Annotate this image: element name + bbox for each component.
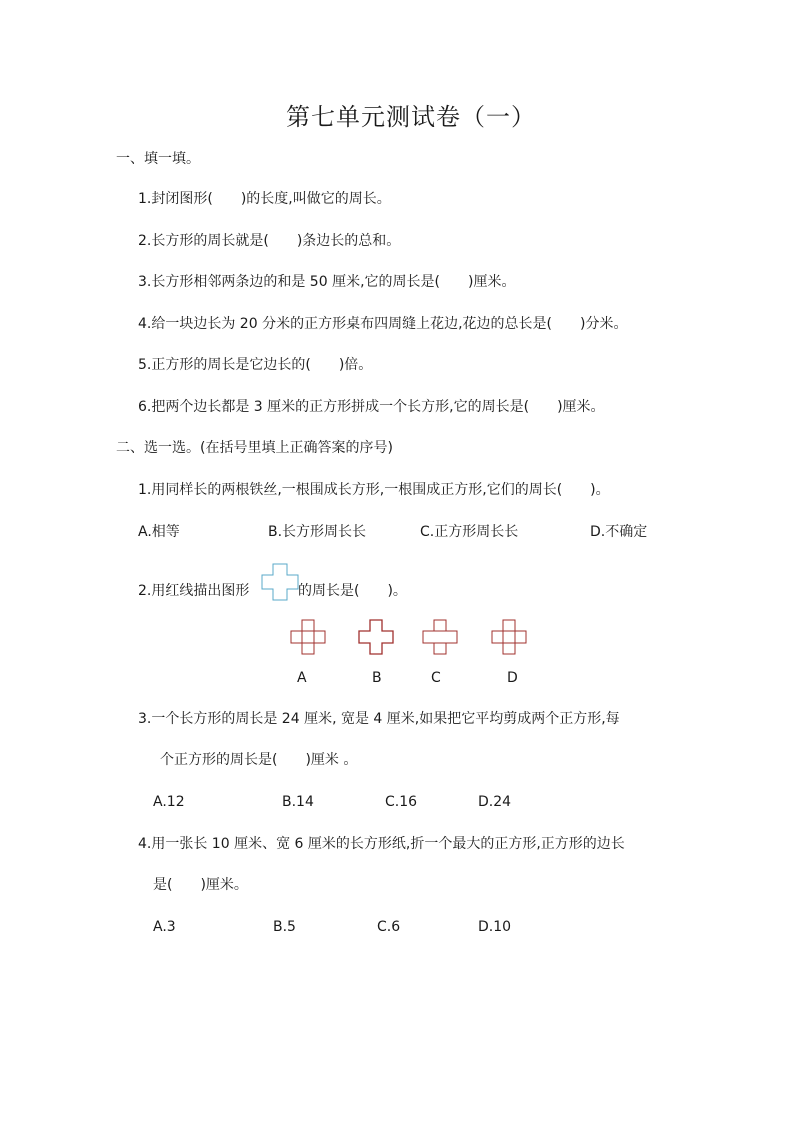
question-1-4: 4.给一块边长为 20 分米的正方形桌布四周缝上花边,花边的总长是( )分米。 <box>138 316 628 332</box>
question-2-4-option-c: C.6 <box>377 919 401 935</box>
option-c-figure <box>422 619 458 655</box>
question-1-3: 3.长方形相邻两条边的和是 50 厘米,它的周长是( )厘米。 <box>138 274 516 290</box>
option-d-label: D <box>507 670 518 686</box>
question-2-3-option-b: B.14 <box>282 794 314 810</box>
question-2-4-stem-line1: 4.用一张长 10 厘米、宽 6 厘米的长方形纸,折一个最大的正方形,正方形的边长 <box>138 836 625 852</box>
question-2-3-option-a: A.12 <box>153 794 185 810</box>
question-2-3-stem-line2: 个正方形的周长是( )厘米 。 <box>160 752 358 768</box>
option-a-figure <box>290 619 326 655</box>
question-2-2-stem-before: 2.用红线描出图形 <box>138 583 250 599</box>
question-2-1-option-c: C.正方形周长长 <box>420 524 519 540</box>
option-d-figure <box>491 619 527 655</box>
section-1-heading: 一、填一填。 <box>116 151 200 167</box>
question-1-5: 5.正方形的周长是它边长的( )倍。 <box>138 357 373 373</box>
option-b-figure <box>358 619 394 655</box>
question-2-3-option-c: C.16 <box>385 794 418 810</box>
question-1-1: 1.封闭图形( )的长度,叫做它的周长。 <box>138 191 391 207</box>
question-2-1-option-d: D.不确定 <box>590 524 648 540</box>
option-b-label: B <box>372 670 382 686</box>
question-2-1-option-a: A.相等 <box>138 524 180 540</box>
question-2-4-option-a: A.3 <box>153 919 176 935</box>
question-2-4-option-d: D.10 <box>478 919 512 935</box>
question-2-3-option-d: D.24 <box>478 794 512 810</box>
page-title: 第七单元测试卷（一） <box>286 103 536 131</box>
question-2-1-option-b: B.长方形周长长 <box>268 524 367 540</box>
question-2-4-stem-line2: 是( )厘米。 <box>153 877 248 893</box>
question-1-6: 6.把两个边长都是 3 厘米的正方形拼成一个长方形,它的周长是( )厘米。 <box>138 399 605 415</box>
cross-shape-figure <box>261 563 299 601</box>
question-2-4-option-b: B.5 <box>273 919 296 935</box>
question-1-2: 2.长方形的周长就是( )条边长的总和。 <box>138 233 401 249</box>
question-2-3-stem-line1: 3.一个长方形的周长是 24 厘米, 宽是 4 厘米,如果把它平均剪成两个正方形,每 <box>138 711 620 727</box>
question-2-2-stem-after: 的周长是( )。 <box>298 583 407 599</box>
option-c-label: C <box>431 670 441 686</box>
section-2-heading: 二、选一选。(在括号里填上正确答案的序号) <box>116 440 393 456</box>
option-a-label: A <box>297 670 307 686</box>
question-2-1-stem: 1.用同样长的两根铁丝,一根围成长方形,一根围成正方形,它们的周长( )。 <box>138 482 610 498</box>
